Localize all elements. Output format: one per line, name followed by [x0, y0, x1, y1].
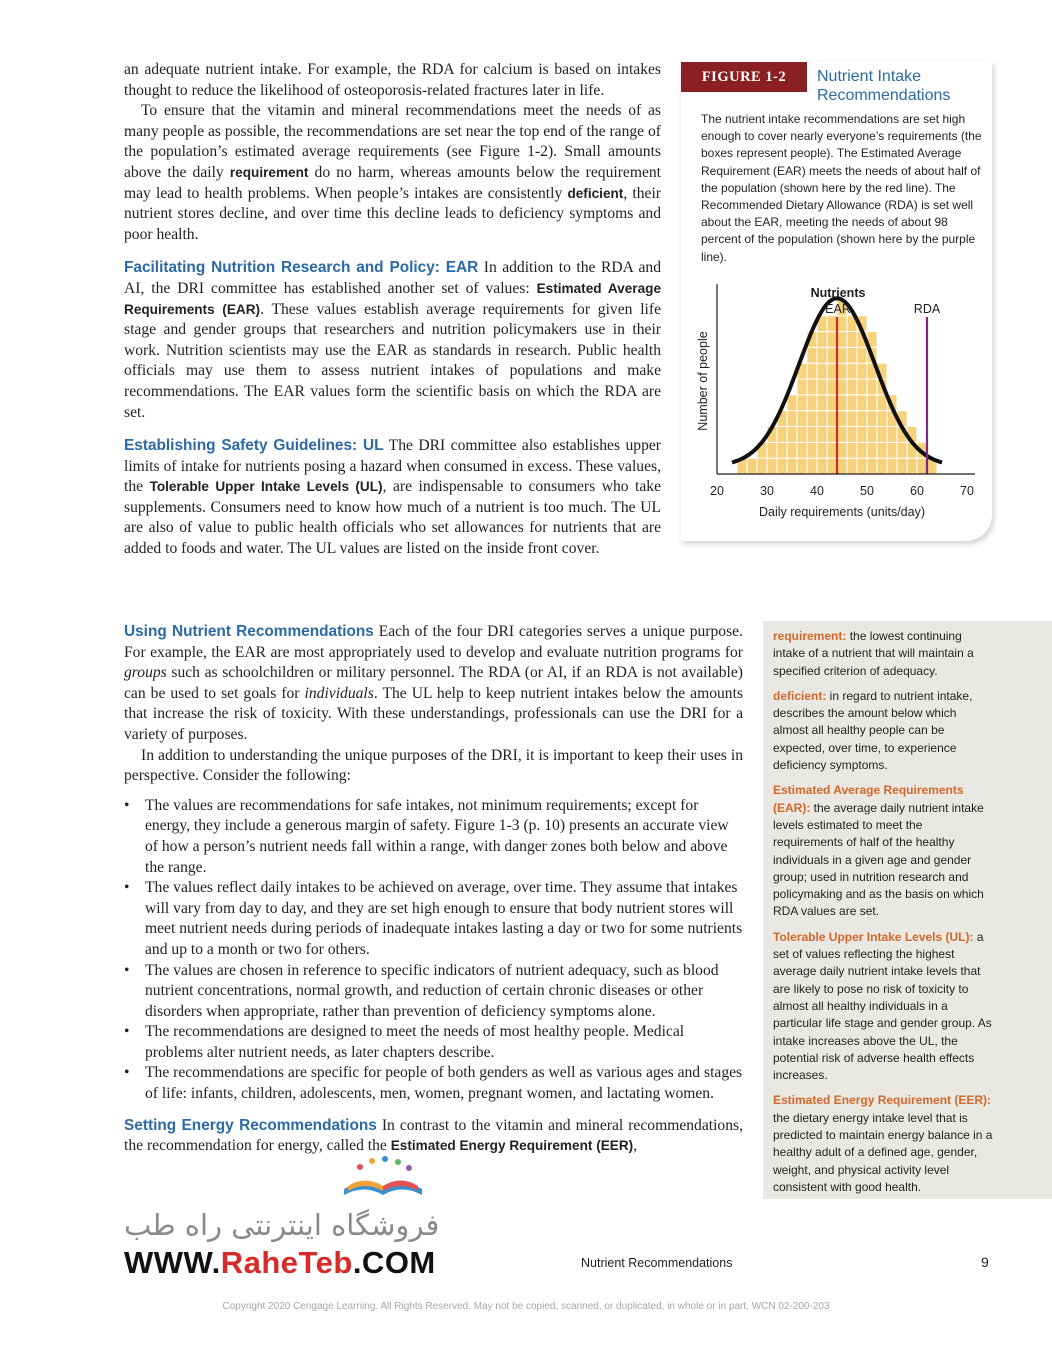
watermark-url: WWW.RaheTeb.COM: [124, 1245, 436, 1280]
person-box: [837, 332, 847, 348]
person-box: [817, 411, 827, 427]
glossary-term: deficient:: [773, 688, 827, 703]
x-tick-label: 70: [960, 484, 974, 498]
person-box: [867, 379, 877, 395]
person-box: [897, 442, 907, 458]
annotation-ear: EAR: [825, 302, 851, 316]
person-box: [797, 458, 807, 474]
person-box: [827, 332, 837, 348]
person-box: [867, 427, 877, 443]
x-tick-label: 30: [760, 484, 774, 498]
person-box: [837, 442, 847, 458]
person-box: [817, 363, 827, 379]
person-box: [817, 379, 827, 395]
person-box: [827, 395, 837, 411]
person-box: [807, 458, 817, 474]
person-box: [837, 395, 847, 411]
person-box: [857, 411, 867, 427]
x-axis-label: Daily requirements (units/day): [758, 505, 926, 519]
figure-caption: The nutrient intake recommendations are set high enough to cover nearly everyone’s requirements (the boxes represent people). The Estimated Average Requirement (EAR) meets the needs of about half of the population (shown here by the red line). The Recommended Dietary Allowance (RDA) is set well about the EAR, meeting the needs of about 98 percent of the population (shown here by the purple line).: [701, 112, 982, 264]
x-tick-labels: [710, 484, 974, 498]
person-box: [807, 427, 817, 443]
person-box: [877, 458, 887, 474]
section-heading: Establishing Safety Guidelines: UL: [124, 437, 384, 455]
paragraph: In addition to understanding the unique purposes of the DRI, it is important to keep their uses in perspective. Consider the following:: [124, 746, 743, 785]
y-axis-label: Number of people: [696, 331, 710, 431]
person-box: [827, 363, 837, 379]
person-box: [857, 427, 867, 443]
person-box: [797, 442, 807, 458]
person-box: [877, 427, 887, 443]
copyright-notice: Copyright 2020 Cengage Learning. All Rights Reserved. May not be copied, scanned, or duplicated, in whole or in part. WCN 02-200-203: [222, 1301, 830, 1312]
person-box: [777, 427, 787, 443]
person-box: [807, 379, 817, 395]
person-box: [867, 458, 877, 474]
person-box: [797, 379, 807, 395]
paragraph: an adequate nutrient intake. For example, the RDA for calcium is based on intakes thought to reduce the likelihood of osteoporosis-related fractures later in life.: [124, 61, 661, 99]
person-box: [847, 379, 857, 395]
person-box: [847, 347, 857, 363]
glossary-term: Estimated Average Requirements (EAR):: [773, 783, 964, 815]
person-box: [787, 411, 797, 427]
person-box: [857, 395, 867, 411]
person-box: [817, 458, 827, 474]
person-box: [787, 427, 797, 443]
person-box: [807, 347, 817, 363]
person-box: [787, 395, 797, 411]
person-box: [777, 458, 787, 474]
person-box: [837, 427, 847, 443]
person-box: [817, 332, 827, 348]
person-box: [797, 395, 807, 411]
person-box: [827, 316, 837, 332]
glossary-entry: deficient: in regard to nutrient intake, describes the amount below which almost all healthy people can be expected, over time, to experience deficiency symptoms.: [773, 688, 973, 773]
glossary-entry: requirement: the lowest continuing intake of a nutrient that will maintain a specified criterion of adequacy.: [773, 629, 974, 678]
person-box: [827, 442, 837, 458]
x-tick-label: 60: [910, 484, 924, 498]
person-box: [837, 411, 847, 427]
person-box: [887, 458, 897, 474]
person-box: [887, 427, 897, 443]
figure-box: [681, 62, 992, 541]
glossary-list: [773, 628, 993, 1204]
person-box: [897, 458, 907, 474]
annotation-nutrients: Nutrients: [810, 286, 866, 300]
person-box: [787, 458, 797, 474]
paragraph: Facilitating Nutrition Research and Policy: EAR In addition to the RDA and AI, the DRI committee has established another set of values: Estimated Average Requirements (EAR). These values establish average requirements for given life stage and gender groups that researchers and nutrition policymakers use in their work. Nutrition scientists may use the EAR as standards in research. Public health officials may use them to assess nutrient intakes of populations and make recommendations. The EAR values form the scientific basis on which the RDA are set.: [124, 259, 662, 421]
glossary-term: Tolerable Upper Intake Levels (UL):: [773, 929, 974, 944]
list-item: • The recommendations are designed to meet the needs of most healthy people. Medical problems alter nutrient needs, as later chapters describe.: [124, 1023, 685, 1061]
person-box: [887, 442, 897, 458]
person-box: [847, 427, 857, 443]
watermark-persian: فروشگاه اینترنتی راه طب: [124, 1208, 440, 1242]
annotation-rda: RDA: [913, 302, 941, 316]
person-box: [847, 332, 857, 348]
body-column-upper: [124, 60, 661, 560]
person-box: [837, 347, 847, 363]
person-box: [837, 363, 847, 379]
person-box: [807, 395, 817, 411]
person-box: [827, 379, 837, 395]
person-box: [847, 458, 857, 474]
glossary-term: Estimated Energy Requirement (EER):: [773, 1093, 992, 1108]
person-box: [877, 411, 887, 427]
person-box: [817, 427, 827, 443]
x-tick-label: 40: [810, 484, 824, 498]
glossary-term: requirement:: [773, 629, 847, 643]
person-box: [757, 458, 767, 474]
person-box: [907, 458, 917, 474]
person-box: [867, 411, 877, 427]
glossary-entry: Estimated Average Requirements (EAR): the average daily nutrient intake levels estimated to meet the requirements of half of the healthy individuals in a given age and gender group; used in nutrition research and policymaking and as the basis on which RDA values are set.: [773, 783, 984, 919]
person-box: [837, 316, 847, 332]
section-heading: Facilitating Nutrition Research and Policy: EAR: [124, 259, 479, 277]
bullet-list: [124, 796, 743, 1105]
list-item: • The values are recommendations for safe intakes, not minimum requirements; except for energy, they include a generous margin of safety. Figure 1-3 (p. 10) presents an accurate view of how a person’s nutrient needs fall within a range, with danger zones both below and above the range.: [124, 796, 729, 876]
paragraph: To ensure that the vitamin and mineral recommendations meet the needs of as many people as possible, the recommendations are set near the top end of the range of the population’s estimated average requirements (see Figure 1-2). Small amounts above the daily requirement do no harm, whereas amounts below the requirement may lead to health problems. When people’s intakes are consistently deficient, their nutrient stores decline, and over time this decline leads to deficiency symptoms and poor health.: [124, 102, 662, 243]
glossary-entry: Tolerable Upper Intake Levels (UL): a set of values reflecting the highest average daily nutrient intake levels that are likely to pose no risk of toxicity to almost all healthy individuals in a particular life stage and gender group. As intake increases above the UL, the potential risk of adverse health effects increases.: [773, 929, 992, 1083]
person-box: [857, 363, 867, 379]
person-box: [767, 442, 777, 458]
person-box: [827, 347, 837, 363]
body-column-lower: [124, 622, 743, 1157]
person-box: [867, 395, 877, 411]
person-box: [747, 458, 757, 474]
person-box: [807, 442, 817, 458]
section-heading: Using Nutrient Recommendations: [124, 623, 374, 640]
person-box: [817, 347, 827, 363]
key-term: Tolerable Upper Intake Levels (UL): [149, 479, 383, 495]
person-box: [837, 379, 847, 395]
paragraph: Establishing Safety Guidelines: UL The DRI committee also establishes upper limits of intake for nutrients posing a hazard when consumed in excess. These values, the Tolerable Upper Intake Levels (UL), are indispensable to consumers who take supplements. Consumers need to know how much of a nutrient is too much. The UL are also of value to public health officials who set allowances for nutrients that are added to foods and water. The UL values are listed on the inside front cover.: [124, 437, 662, 558]
section-heading: Setting Energy Recommendations: [124, 1116, 377, 1134]
person-box: [847, 363, 857, 379]
person-box: [807, 363, 817, 379]
page-number: 9: [981, 1254, 989, 1270]
person-box: [827, 458, 837, 474]
x-tick-label: 20: [710, 484, 724, 498]
person-box: [847, 442, 857, 458]
person-box: [767, 458, 777, 474]
person-box: [857, 458, 867, 474]
glossary-entry: Estimated Energy Requirement (EER): the dietary energy intake level that is predicted to maintain energy balance in a healthy adult of a defined age, gender, weight, and physical activity level consistent with good health.: [773, 1093, 993, 1194]
person-box: [817, 442, 827, 458]
person-box: [787, 442, 797, 458]
person-box: [827, 427, 837, 443]
person-box: [847, 395, 857, 411]
running-footer-title: Nutrient Recommendations: [581, 1256, 733, 1270]
person-box: [857, 379, 867, 395]
person-box: [797, 411, 807, 427]
key-term: Estimated Average Requirements (EAR): [124, 280, 662, 317]
x-tick-label: 50: [860, 484, 874, 498]
requirements-chart: [681, 62, 992, 541]
person-box: [777, 442, 787, 458]
person-box: [797, 427, 807, 443]
person-box: [807, 411, 817, 427]
person-box: [817, 395, 827, 411]
figure-title: Nutrient Intake Recommendations: [817, 68, 951, 104]
person-box: [857, 442, 867, 458]
person-box: [867, 442, 877, 458]
person-box: [877, 395, 887, 411]
book-logo-icon: [338, 1153, 428, 1201]
paragraph: Setting Energy Recommendations In contrast to the vitamin and mineral recommendations, the recommendation for energy, called the Estimated Energy Requirement (EER),: [124, 1116, 743, 1155]
person-box: [837, 458, 847, 474]
key-term: requirement: [229, 164, 309, 180]
person-box: [847, 411, 857, 427]
list-item: • The values reflect daily intakes to be achieved on average, over time. They assume that intakes will vary from day to day, and they are set high enough to ensure that body nutrient stores will meet nutrient needs during periods of inadequate intakes lasting a day or two for some nutrients and up to a month or two for others.: [124, 879, 743, 958]
person-box: [827, 411, 837, 427]
paragraph: Using Nutrient Recommendations Each of the four DRI categories serves a unique purpose. For example, the EAR are most appropriately used to develop and evaluate nutrition programs for groups such as schoolchildren or military personnel. The RDA (or AI, if an RDA is not available) can be used to set goals for individuals. The UL help to keep nutrient intakes below the amounts that increase the risk of toxicity. With these understandings, professionals can use the DRI for a variety of purposes.: [124, 623, 744, 743]
list-item: • The values are chosen in reference to specific indicators of nutrient adequacy, such as blood nutrient concentrations, normal growth, and reduction of certain chronic diseases or other disorders when appropriate, rather than prevention of deficiency symptoms alone.: [124, 961, 719, 1020]
figure-number-tab: FIGURE 1-2: [681, 62, 807, 92]
key-term: Estimated Energy Requirement (EER): [390, 1138, 634, 1154]
person-box: [857, 347, 867, 363]
person-box: [877, 442, 887, 458]
person-box: [917, 458, 927, 474]
key-term: deficient: [567, 185, 624, 201]
list-item: • The recommendations are specific for people of both genders as well as various ages and stages of life: infants, children, adolescents, men, women, pregnant women, and lactating women.: [124, 1064, 743, 1103]
